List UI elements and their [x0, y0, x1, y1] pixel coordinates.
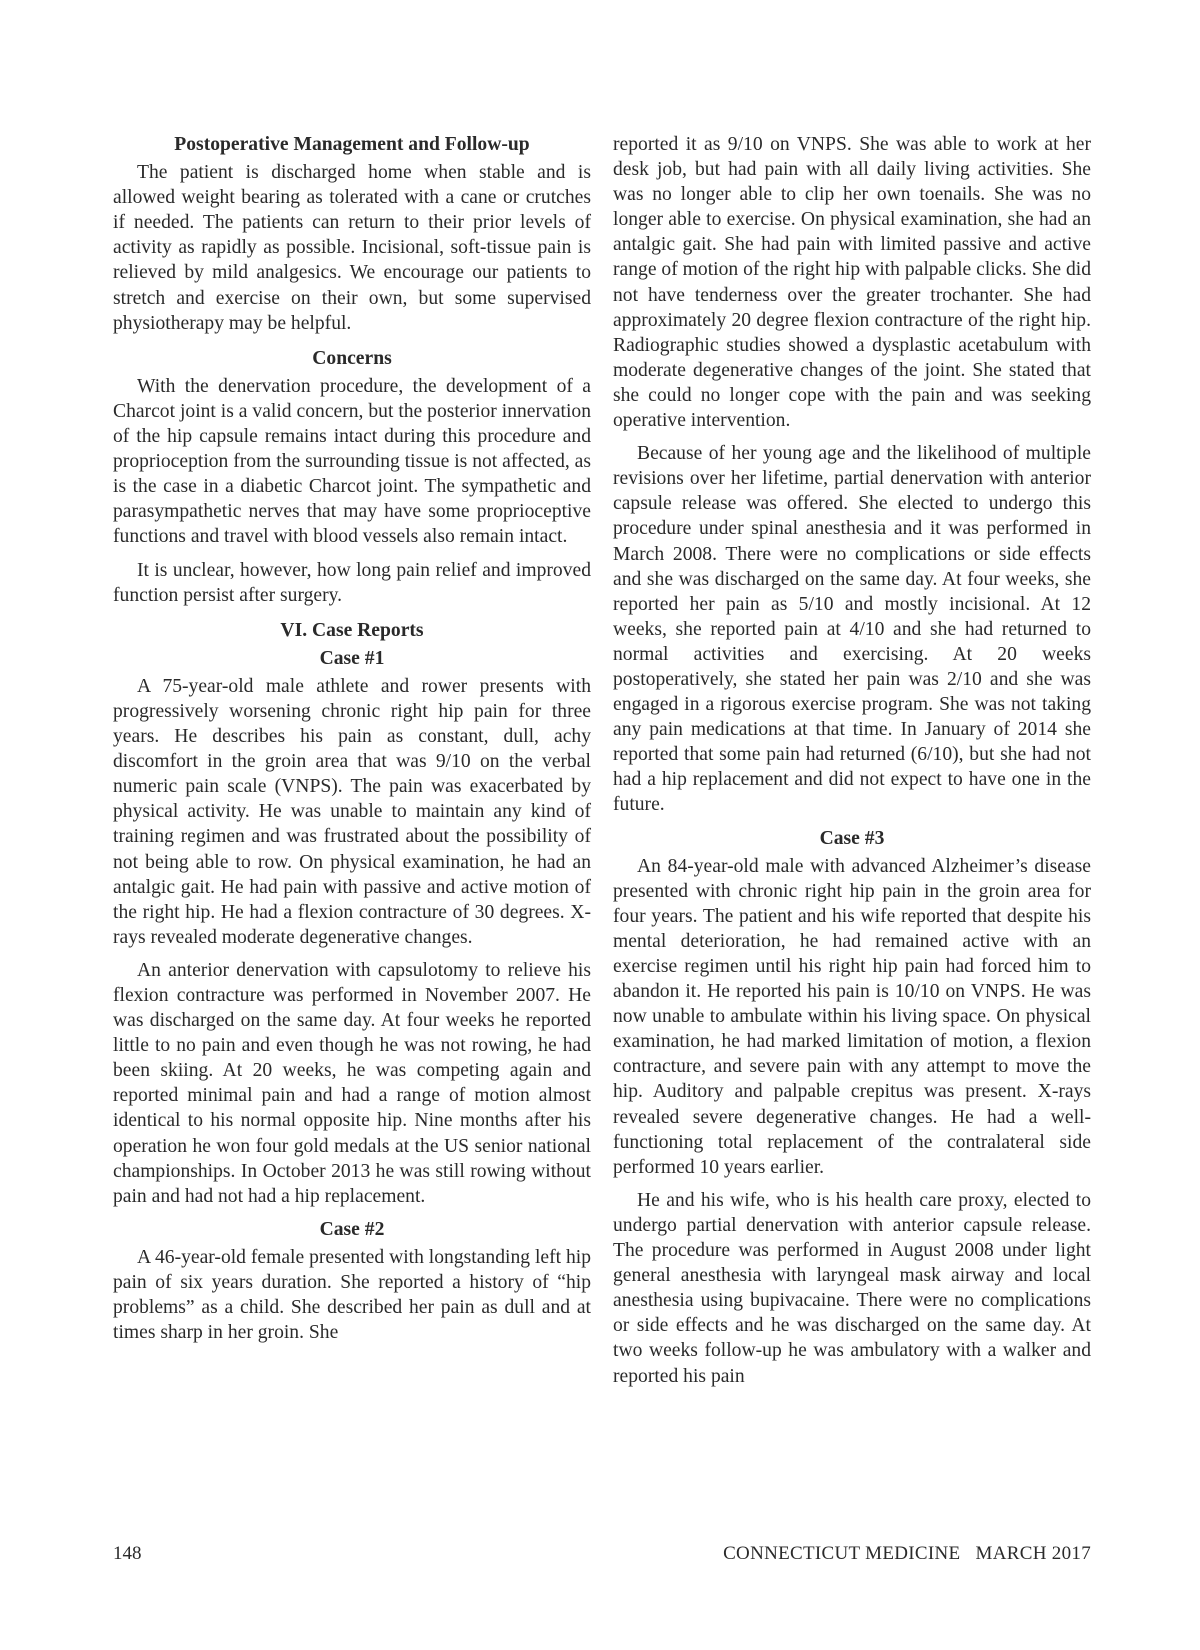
journal-footer: CONNECTICUT MEDICINE MARCH 2017 — [723, 1543, 1091, 1564]
paragraph-case2-1: A 46-year-old female presented with longstanding left hip pain of six years duration. She reported a history of “hip problems” as a child. She described her pain as dull and at times sharp in her groin. She — [113, 1246, 591, 1344]
left-column — [113, 132, 591, 1353]
paragraph-concerns-1: With the denervation procedure, the development of a Charcot joint is a valid concern, but the posterior innervation of the hip capsule remains intact during this procedure and proprioception from the surrounding tissue is not affected, as is the case in a diabetic Charcot joint. The sympathetic and parasympathetic nerves that may have some proprioceptive functions and travel with blood vessels also remain intact. — [113, 375, 591, 548]
paragraph-case3-1: An 84-year-old male with advanced Alzheimer’s disease presented with chronic right hip pain in the groin area for four years. The patient and his wife reported that despite his mental deterioration, he had remained active with an exercise regimen until his right hip pain had forced him to abandon it. He reported his pain is 10/10 on VNPS. He was now unable to ambulate within his living space. On physical examination, he had marked limitation of motion, a flexion contracture, and severe pain with any attempt to move the hip. Auditory and palpable crepitus was present. X-rays revealed severe degenerative changes. He had a well-functioning total replacement of the contralateral side performed 10 years earlier. — [613, 855, 1091, 1178]
heading-case-reports: VI. Case Reports — [280, 619, 424, 641]
heading-case-3: Case #3 — [819, 827, 885, 849]
paragraph-case2-continued: reported it as 9/10 on VNPS. She was able to work at her desk job, but had pain with all daily living activities. She was no longer able to clip her own toenails. She was no longer able to exercise. On physical examination, she had an antalgic gait. She had pain with limited passive and active range of motion of the right hip with palpable clicks. She did not have tenderness over the greater trochanter. She had approximately 20 degree flexion contracture of the right hip. Radiographic studies showed a dysplastic acetabulum with moderate degenerative changes of the joint. She stated that she could no longer cope with the pain and was seeking operative intervention. — [613, 134, 1091, 432]
heading-concerns: Concerns — [312, 347, 392, 369]
heading-postoperative-management: Postoperative Management and Follow-up — [174, 134, 530, 155]
heading-case-2: Case #2 — [319, 1218, 385, 1240]
paragraph-case1-2: An anterior denervation with capsulotomy to relieve his flexion contracture was performed in November 2007. He was discharged on the same day. At four weeks he reported little to no pain and even though he was not rowing, he had been skiing. At 20 weeks, he was competing again and reported minimal pain and had a range of motion almost identical to his normal opposite hip. Nine months after his operation he won four gold medals at the US senior national championships. In October 2013 he was still rowing without pain and had not had a hip replacement. — [113, 959, 591, 1207]
paragraph-postoperative: The patient is discharged home when stable and is allowed weight bearing as tolerated with a cane or crutches if needed. The patients can return to their prior levels of activity as rapidly as possible. Incisional, soft-tissue pain is relieved by mild analgesics. We encourage our patients to stretch and exercise on their own, but some supervised physiotherapy may be helpful. — [113, 162, 591, 334]
page-number: 148 — [113, 1543, 142, 1564]
paragraph-case3-2: He and his wife, who is his health care proxy, elected to undergo partial denervation with anterior capsule release. The procedure was performed in August 2008 under light general anesthesia with laryngeal mask airway and local anesthesia using bupivacaine. There were no complications or side effects and he was discharged on the same day. At two weeks follow-up he was ambulatory with a walker and reported his pain — [613, 1189, 1091, 1387]
paragraph-case2-2: Because of her young age and the likelihood of multiple revisions over her lifetime, partial denervation with anterior capsule release was offered. She elected to undergo this procedure under spinal anesthesia and it was performed in March 2008. There were no complications or side effects and she was discharged on the same day. At four weeks, she reported her pain as 5/10 and mostly incisional. At 12 weeks, she reported pain at 4/10 and she had returned to normal activities and exercising. At 20 weeks postoperatively, she stated her pain was 2/10 and she was engaged in a rigorous exercise program. She was not taking any pain medications at that time. In January of 2014 she reported that some pain had returned (6/10), but she had not had a hip replacement and did not expect to have one in the future. — [613, 443, 1091, 816]
paragraph-case1-1: A 75-year-old male athlete and rower presents with progressively worsening chronic right hip pain for three years. He describes his pain as constant, dull, achy discomfort in the groin area that was 9/10 on the verbal numeric pain scale (VNPS). The pain was exacerbated by physical activity. He was unable to maintain any kind of training regimen and was frustrated about the possibility of not being able to row. On physical examination, he had an antalgic gait. He had pain with passive and active motion of the right hip. He had a flexion contracture of 30 degrees. X-rays revealed moderate degenerative changes. — [113, 675, 591, 948]
heading-case-1: Case #1 — [319, 647, 385, 669]
right-column — [613, 132, 1091, 1397]
paragraph-concerns-2: It is unclear, however, how long pain relief and improved function persist after surgery. — [113, 559, 591, 606]
